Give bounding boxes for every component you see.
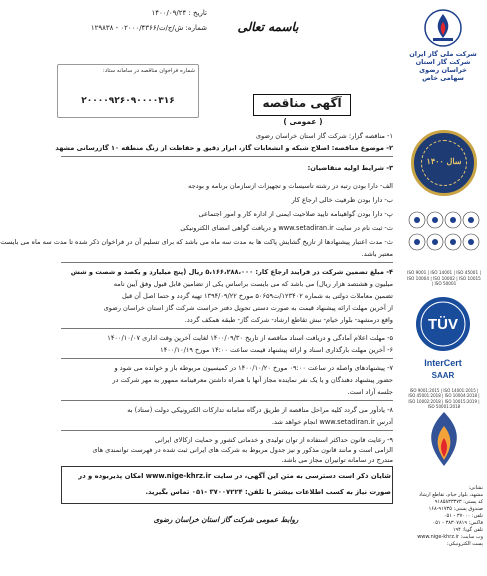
- letter-date: تاریخ : ۱۴۰۰/۰۹/۲۴: [151, 9, 207, 17]
- contact-info: [403, 485, 483, 548]
- body-line[interactable]: آدرس www.setadiran.ir انجام خواهد شد.: [271, 418, 393, 426]
- divider: [61, 430, 393, 431]
- contact-line: تلفن: ۳۷۰۰۰ - ۰۵۱: [443, 513, 483, 519]
- body-line: ۸- یادآور می گردد کلیه مراحل مناقصه از طریق درگاه سامانه تدارکات الکترونیکی دولت (ستاد) به: [127, 406, 393, 414]
- body-line: ۱- مناقصه گزار: شرکت گاز استان خراسان رضوی: [255, 132, 393, 140]
- page-subtitle: ( عمومی ): [283, 117, 323, 126]
- divider: [61, 328, 393, 329]
- org-name: شرکت ملی گاز ایران شرکت گاز استان خراسان رضوی سهامی خاص: [409, 50, 477, 82]
- body-line: ۹- رعایت قانون حداکثر استفاده از توان تولیدی و خدماتی کشور و حمایت ازکالای ایرانی: [154, 436, 393, 444]
- contact-line: نشانی:: [468, 485, 483, 491]
- body-line: ۶- آخرین مهلت بارگذاری اسناد و ارائه پیشنهاد قیمت ساعت ۱۴:۰۰ مورخ ۱۴۰۰/۱۰/۱۹: [160, 346, 393, 354]
- body-line: ۳- شرایط اولیه متقاضیان:: [307, 164, 393, 172]
- contact-line: مشهد، بلوار خیام، تقاطع ارشاد: [418, 492, 483, 498]
- svg-text:InterCert: InterCert: [424, 358, 462, 368]
- registration-label: شماره فراخوان مناقصه در سامانه ستاد:: [102, 68, 195, 74]
- body-line: از آخرین مهلت ارائه پیشنهاد قیمت به صورت دستی تحویل دفتر حراست شرکت گاز استان خراسان رضوی: [103, 304, 393, 312]
- contact-line: کد پستی: ۹۱۸۵۸۳۳۳۷۳: [434, 499, 483, 505]
- body-line[interactable]: ت- ثبت نام در سایت www.setadiran.ir و دریافت گواهی امضای الکترونیکی: [180, 224, 393, 232]
- letter-number: شماره: ش/ج/ت/۰۲۰۰۰/۴۳۶۶ - ۱۲۹۸۳۸: [90, 24, 207, 32]
- divider: [61, 400, 393, 401]
- contact-line: صندوق پستی: ۹۱۷۳۵-۱۶۸: [428, 506, 483, 512]
- body-line: تضمین معاملات دولتی به شماره ۱۲۳۴۰۲/ت۵۰۶۵۹ مورخ ۱۳۹۴/۰۹/۲۲ تهیه گردد و حتما اصل آن قبل: [121, 292, 393, 300]
- body-line: ث- مدت اعتبار پیشنهادها از تاریخ گشایش پاکت ها به مدت سه ماه می باشد که برای تسلیم آن در فراخوان ذکر شده تا مدت سه ماه می بایست: [0, 238, 393, 246]
- body-line: ۴- مبلغ تضمین شرکت در فرایند ارجاع کار: ۵،۱۶۶،۲۸۸،۰۰۰ ریال (پنج میلیارد و یکصد و شصت و شش: [70, 268, 393, 276]
- note-line[interactable]: شایان ذکر است دسترسی به متن این آگهی، در سایت www.nige-khrz.ir امکان پذیربوده و در: [78, 472, 391, 480]
- sidebar: [401, 0, 487, 576]
- contact-line: تلفن گویا: ۱۹۴: [452, 527, 483, 533]
- basmala: باسمه تعالی: [237, 20, 299, 34]
- note-line: صورت نیاز به کسب اطلاعات بیشتر با تلفن: ۳۷۰۰۷۲۲۴ -۰۵۱ تماس بگیرید.: [145, 488, 391, 496]
- body-line: ۵- مهلت اعلام آمادگی و دریافت اسناد مناقصه از تاریخ ۱۴۰۰/۰۹/۳۰ لغایت آخرین وقت اداری ۱۴۰۰/۱۰/۰۷: [107, 334, 393, 342]
- svg-text:TÜV: TÜV: [428, 316, 458, 333]
- body-line: واقع درمشهد- بلوار خیام- نبش تقاطع ارشاد- شرکت گاز- طبقه همکف گردد.: [184, 316, 393, 324]
- gas-flame-icon: [411, 410, 477, 468]
- body-line: مندرج در سامانه توانیران مجاز می باشد.: [281, 456, 393, 464]
- body-line: جلسه آزاد است.: [347, 388, 393, 396]
- contact-line: پست الکترونیکی:: [446, 541, 483, 547]
- registration-number: ۲۰۰۰۰۹۲۶۰۹۰۰۰۰۳۱۶: [81, 96, 175, 106]
- svg-text:SAAR: SAAR: [431, 371, 455, 380]
- iso-list: ISO 9001 | ISO 14001 | ISO 45001 | ISO 10004 | ISO 10002 | ISO 10015 | ISO 50001: [407, 270, 481, 286]
- divider: [61, 156, 393, 157]
- certification-logos-icon: [407, 208, 481, 268]
- body-line: ب- دارا بودن ظرفیت خالی ارجاع کار: [291, 196, 393, 204]
- gas-company-logo: [423, 8, 463, 48]
- cert-caption: ISO 9001:2015 | ISO 14001:2015 | ISO 45001:2018 | ISO 10004:2018 | ISO 10002:2018 | ISO 10015:2019 | ISO 50001:2018: [408, 388, 480, 410]
- contact-line[interactable]: وب سایت: www.nige-khrz.ir: [417, 534, 483, 540]
- page-title: آگهی مناقصه: [262, 96, 342, 110]
- public-relations-signature: روابط عمومی شرکت گاز استان خراسان رضوی: [153, 515, 299, 524]
- tuv-intercert-logo: [407, 294, 479, 386]
- divider: [61, 358, 393, 359]
- contact-line: فاکس: ۳۸۳۰۷۸۱۹ - ۰۵۱: [432, 520, 483, 526]
- body-line: حضور پیشنهاد دهندگان و یا یک نفر نماینده مجاز آنها با همراه داشتن معرفینامه ممهور به مهر شرکت در: [112, 376, 393, 384]
- body-line: معتبر باشد.: [361, 250, 393, 258]
- year-badge-label: سال ۱۴۰۰: [426, 156, 462, 166]
- body-line: پ- دارا بودن گواهینامه تایید صلاحیت ایمنی از اداره کار و امور اجتماعی: [198, 210, 393, 218]
- divider: [61, 262, 393, 263]
- body-line: الف- دارا بودن رتبه در رشته تاسیسات و تجهیزات ازسازمان برنامه و بودجه: [188, 182, 393, 190]
- body-line: میلیون و هشتصد هزار ریال) می باشد که می بایست براساس یکی از تضامین قابل قبول وفق آیین نامه: [113, 280, 393, 288]
- body-line: ۲- موضوع مناقصه: اصلاح شبکه و انشعابات گاز، ابزار دقیق و حفاظت از زنگ منطقه ۱۰ گازرسانی مشهد: [55, 144, 393, 152]
- letter-meta: [57, 6, 207, 36]
- body-line: ۷- پیشنهادهای واصله در ساعت ۰۹:۰۰ مورخ ۱۴۰۰/۱۰/۲۰ در کمیسیون مربوطه باز و خوانده می شود و: [114, 364, 393, 372]
- body-line: الزامی است و مانند قانون مذکور و نیز جدول مربوط به شرکت های ایرانی ثبت شده در فهرست توانمندی های: [92, 446, 393, 454]
